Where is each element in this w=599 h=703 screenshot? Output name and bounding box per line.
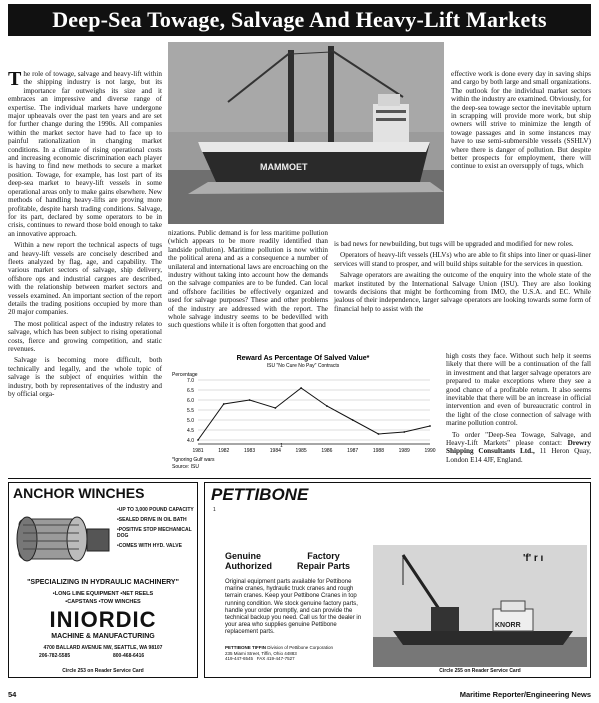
drop-cap: T bbox=[8, 68, 22, 90]
ad-anchor-tagline: "SPECIALIZING IN HYDRAULIC MACHINERY" bbox=[27, 579, 179, 586]
chart-data-point bbox=[352, 419, 354, 421]
chart-subtitle: ISU "No Cure No Pay" Contracts bbox=[266, 363, 340, 369]
chart-data-point bbox=[197, 439, 199, 441]
article-paragraph: Salvage is becoming more difficult, both technically and legally, and the whole topic of salvage is the subject of enquiries within the industry, both by representatives of the industry and by official orga- bbox=[8, 356, 162, 399]
feature-item: •UP TO 3,000 POUND CAPACITY bbox=[117, 507, 194, 513]
heading-line: Repair Parts bbox=[297, 561, 351, 571]
article-paragraph: The role of towage, salvage and heavy-lift within the shipping industry is not large, but its importance far outweighs its size and it embraces an impressive and diverse range of expertise. The individual markets have undergone major upheavals over the past ten years and are set for further change during the 1990s. All companies within the market sector have had to face up to painful rationalization in changing market conditions. In a climate of rising operational costs and increasing economic discrimination each player is having to find new methods to secure a market position. Towage, for example, has lost part of its deep-sea market to heavy-lift vessels in some operational areas only to make gains elsewhere. New methods of handling heavy-lifts are proving more profitable, despite harsh trading conditions. Salvage, for its part, declared by some operators to be in crisis, continues to reward those bold enough to take an innovative approach. bbox=[8, 68, 162, 238]
ad-pettibone-brand: PETTIBONE bbox=[211, 485, 309, 504]
chart-data-point bbox=[249, 399, 251, 401]
winch-illustration bbox=[15, 505, 115, 573]
chart-y-tick: 5.0 bbox=[187, 418, 194, 424]
chart-x-tick: 1985 bbox=[295, 448, 307, 454]
article-paragraph: Within a new report the technical aspects of tugs and heavy-lift vessels are concisely described and fleets analyzed by flag, age, and capability. The various market sectors of salvage, ship delivery, offshore ops and industrial cargoes are described, with the relationship between market sectors and vessels examined. An important section of the report details the trading positions occupied by more than 20 major companies. bbox=[8, 241, 162, 317]
chart-y-tick: 4.0 bbox=[187, 438, 194, 444]
ad-anchor-phone: 800-468-6416 bbox=[113, 653, 145, 659]
chart-y-tick: 6.5 bbox=[187, 388, 194, 394]
ad-pettibone-marker: 1 bbox=[213, 507, 216, 513]
reward-chart bbox=[168, 352, 438, 470]
chart-data-point bbox=[326, 405, 328, 407]
chart-x-tick: 1981 bbox=[192, 448, 204, 454]
feature-item: •COMES WITH HYD. VALVE bbox=[117, 543, 182, 549]
ad-anchor-address: 4700 BALLARD AVENUE NW, SEATTLE, WA 98107 bbox=[43, 645, 163, 651]
chart-y-label: Percentage bbox=[172, 372, 198, 378]
ads-divider bbox=[8, 478, 591, 479]
feature-item: •POSITIVE STOP MECHANICAL DOG bbox=[117, 527, 192, 539]
article-paragraph: Salvage operators are awaiting the outcome of the enquiry into the whole state of the market instituted by the International Salvage Union (ISU). They are also looking towards decisions that might be forthcoming from IMO, the U.S.A. and EC. While jealous of their independence, larger salvage operators are looking towards some form of financial help to assist with the bbox=[334, 271, 591, 313]
ad-anchor-title: ANCHOR WINCHES bbox=[13, 485, 145, 501]
feature-item: •SEALED DRIVE IN OIL BATH bbox=[117, 517, 187, 523]
heading-line: Factory bbox=[307, 551, 340, 561]
article-column-2 bbox=[168, 229, 328, 349]
company-division: Division of Pettibone Corporation bbox=[266, 645, 334, 650]
heading-line: Authorized bbox=[225, 561, 272, 571]
ad-anchor-brand-sub: MACHINE & MANUFACTURING bbox=[51, 633, 155, 640]
chart-y-tick: 7.0 bbox=[187, 378, 194, 384]
chart-x-tick: 1982 bbox=[218, 448, 230, 454]
article-column-3 bbox=[451, 70, 591, 240]
ad-pettibone bbox=[204, 482, 591, 678]
article-paragraph: Operators of heavy-lift vessels (HLVs) who are able to fit ships into liner or quasi-liner services will stand to prosper, and will build ships suitable for the services in question. bbox=[334, 251, 591, 268]
crane-photo bbox=[373, 545, 587, 667]
article-paragraph: nizations. Public demand is for less maritime pollution (which appears to be more readily identified than landside pollution). Maritime pollution is now within the political arena and as a consequence a number of unilateral and international laws are encroaching on the industry without taking into account how the demands on the salvage companies are to be funded. Can local and offshore facilities be effectively organized and used for salvage purposes? These and other problems of the industry are addressed with the report. The whole salvage industry seems to be bedevilled with such questions while it is often forgotten that good and bbox=[168, 229, 328, 330]
company-fax: FAX 419-447-7527 bbox=[256, 656, 295, 662]
chart-footnote: *Ignoring Gulf wars bbox=[172, 457, 215, 463]
chart-data-point bbox=[300, 387, 302, 389]
ad-pettibone-body: Original equipment parts available for Pettibone marine cranes, hydraulic truck cranes and rough terrain cranes. Keep your Pettibone Cranes in top running condition. We stock genuine factory parts, handle your order promptly, and can provide the technical backup you need. Call us for the dealer in your area who supplies genuine Pettibone replacement parts. bbox=[225, 579, 362, 636]
chart-source: Source: ISU bbox=[172, 464, 199, 470]
article-paragraph: high costs they face. Without such help it seems likely that there will be a continuation of the fall in investment and that larger salvage operators are prepared to make exceptions where they see a good chance of a profitable return. It also seems inevitable that there will be an increase in official intervention and even of bureaucratic control in the light of the close connection of salvage with marine pollution control. bbox=[446, 352, 591, 428]
chart-x-tick: 1990 bbox=[424, 448, 436, 454]
article-paragraph: effective work is done every day in saving ships and cargo by both large and small organizations. The outlook for the individual market sectors within the industry are examined. Obviously, for the deep-sea towage sector the inevitable upturn in scrapping will provide more work, but ship owners will strive to minimize the length of towage passages and in some instances may have to use semi-submersible vessels (SSHLV) where there is danger of pollution. But despite better prospects for employment, there will continue to exist an oversupply of tugs, which bbox=[451, 70, 591, 171]
chart-data-point bbox=[429, 425, 431, 427]
company-name: PETTIBONE TIFFIN bbox=[225, 645, 266, 650]
chart-x-tick: 1984 bbox=[269, 448, 281, 454]
heading-line: Genuine bbox=[225, 551, 262, 561]
chart-x-tick: 1983 bbox=[243, 448, 256, 454]
article-paragraph: is bad news for newbuilding, but tugs will be upgraded and modified for new roles. bbox=[334, 240, 574, 248]
ship-name-text: KNORR bbox=[495, 622, 521, 629]
chart-y-tick: 5.5 bbox=[187, 408, 194, 414]
chart-x-tick: 1986 bbox=[321, 448, 333, 454]
ad-anchor-phone: 206-782-5585 bbox=[39, 653, 71, 659]
chart-data-point bbox=[403, 431, 405, 433]
reader-service-circle: Circle 253 on Reader Service Card bbox=[62, 668, 144, 674]
chart-series-line bbox=[198, 388, 430, 440]
company-street: 235 Miami Street, Tiffin, Ohio 44883 bbox=[225, 650, 297, 656]
chart-annotation: 1 bbox=[280, 443, 283, 449]
article-column-3-bottom bbox=[446, 352, 591, 478]
article-paragraph: The most political aspect of the industry relates to salvage, which has been subject to rising operational costs, fierce and growing competition, and static revenues. bbox=[8, 319, 162, 353]
company-phone: 419-447-6545 bbox=[225, 656, 254, 662]
chart-data-point bbox=[223, 403, 225, 405]
headline: Deep-Sea Towage, Salvage And Heavy-Lift Markets bbox=[8, 4, 591, 36]
chart-data-point bbox=[274, 407, 276, 409]
ad-anchor-brand: INIORDIC bbox=[49, 607, 157, 632]
article-column-1 bbox=[8, 70, 162, 478]
ad-pettibone-heading-right bbox=[297, 551, 350, 571]
chart-y-tick: 6.0 bbox=[187, 398, 194, 404]
magazine-name: Maritime Reporter/Engineering News bbox=[459, 690, 591, 699]
ad-anchor-features bbox=[117, 507, 197, 549]
ad-anchor-winches bbox=[8, 482, 198, 678]
chart-x-tick: 1987 bbox=[347, 448, 359, 454]
chart-y-tick: 4.5 bbox=[187, 428, 194, 434]
ad-anchor-products: •CAPSTANS •TOW WINCHES bbox=[65, 599, 141, 605]
article-column-3-wide bbox=[334, 240, 591, 352]
ad-pettibone-contact bbox=[225, 645, 385, 662]
ship-photo bbox=[168, 42, 444, 224]
order-info: To order "Deep-Sea Towage, Salvage, and Heavy-Lift Markets" please contact: Drewry Shipping Consultants Ltd., 11 Heron Quay, London E14 4JF, England. bbox=[446, 430, 591, 464]
ad-pettibone-heading-left bbox=[225, 551, 272, 571]
chart-x-tick: 1989 bbox=[398, 448, 410, 454]
page-number: 54 bbox=[8, 690, 17, 699]
photo-glyph: 'f' r ı bbox=[523, 553, 544, 564]
ad-anchor-products: •LONG LINE EQUIPMENT •NET REELS bbox=[52, 591, 154, 597]
reader-service-circle: Circle 255 on Reader Service Card bbox=[439, 668, 521, 674]
chart-data-point bbox=[378, 433, 380, 435]
ship-hull-name: MAMMOET bbox=[260, 162, 308, 172]
chart-title: Reward As Percentage Of Salved Value* bbox=[236, 355, 370, 362]
chart-x-tick: 1988 bbox=[372, 448, 385, 454]
